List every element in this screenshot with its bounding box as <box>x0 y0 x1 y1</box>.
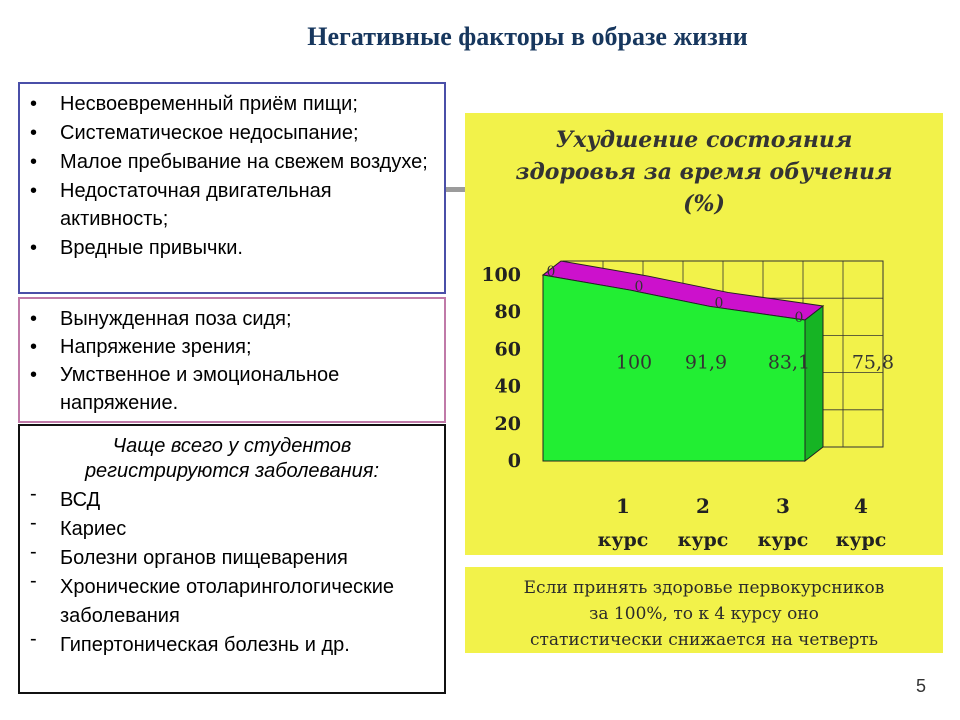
dash-icon: - <box>30 512 37 534</box>
list-item-text: Систематическое недосыпание; <box>60 122 359 144</box>
data-label-top: 0 <box>546 264 556 280</box>
bullet-icon: • <box>30 93 38 115</box>
bullet-icon: • <box>30 151 38 173</box>
bullet-icon: • <box>30 237 38 259</box>
slide-title: Негативные факторы в образе жизни <box>307 22 748 51</box>
list-item <box>20 119 444 147</box>
x-tick-unit: курс <box>677 529 729 551</box>
chart-panel <box>465 113 943 555</box>
list-item <box>20 333 444 361</box>
data-label-top: 0 <box>794 310 804 327</box>
lifestyle-factors-box <box>18 82 446 294</box>
dash-icon: - <box>30 628 37 650</box>
chart-title-line: (%) <box>683 191 725 217</box>
data-label-main: 100 <box>615 351 653 374</box>
decorative-bar <box>444 187 466 192</box>
bullet-icon: • <box>30 180 38 202</box>
x-tick-unit: курс <box>835 529 887 551</box>
x-tick-number: 3 <box>776 494 790 518</box>
list-item-text: Вынужденная поза сидя; <box>60 308 292 330</box>
list-item-text: Умственное и эмоциональное напряжение. <box>60 364 340 414</box>
list-item <box>20 570 444 631</box>
caption-line3: статистически снижается на четверть <box>529 630 879 650</box>
page-number: 5 <box>916 676 927 696</box>
title-area <box>0 0 960 70</box>
diseases-subtitle-line1: Чаще всего у студентов <box>112 435 352 457</box>
caption-line2: за 100%, то к 4 курсу оно <box>589 604 819 624</box>
list-item <box>20 234 444 262</box>
x-tick-number: 2 <box>696 494 710 518</box>
y-tick-label: 80 <box>494 301 521 324</box>
x-tick-number: 1 <box>616 494 630 518</box>
y-tick-label: 20 <box>494 412 521 435</box>
health-chart <box>465 113 943 555</box>
diseases-box <box>18 424 446 694</box>
study-factors-box <box>18 297 446 423</box>
x-tick-unit: курс <box>757 529 809 551</box>
data-label-top: 0 <box>714 295 724 312</box>
list-item-text: Хронические отоларингологические заболевания <box>60 576 394 627</box>
chart-title-line: Ухудшение состояния <box>555 127 853 153</box>
x-axis-ticks <box>598 494 887 551</box>
list-item <box>20 90 444 118</box>
dash-icon: - <box>30 541 37 563</box>
list-item-text: Напряжение зрения; <box>60 336 252 358</box>
y-tick-label: 100 <box>481 264 521 286</box>
list-item-text: Гипертоническая болезнь и др. <box>60 634 350 656</box>
dash-icon: - <box>30 483 37 505</box>
list-item-text: Несвоевременный приём пищи; <box>60 93 358 115</box>
list-item <box>20 512 444 544</box>
y-axis-ticks <box>481 264 521 472</box>
list-item-text: ВСД <box>60 489 101 511</box>
bullet-icon: • <box>30 308 38 330</box>
diseases-subtitle-line2: регистрируются заболевания: <box>84 460 380 482</box>
data-label-main: 91,9 <box>684 351 728 374</box>
x-tick-unit: курс <box>597 529 649 551</box>
list-item <box>20 148 444 176</box>
bullet-icon: • <box>30 122 38 144</box>
list-item <box>20 177 444 233</box>
list-item <box>20 628 444 660</box>
dash-icon: - <box>30 570 37 592</box>
diseases-subtitle <box>20 426 444 484</box>
list-item-text: Малое пребывание на свежем воздухе; <box>60 151 428 173</box>
data-label-main: 83,1 <box>767 351 811 374</box>
y-tick-label: 40 <box>494 375 521 398</box>
chart-title <box>515 127 892 217</box>
data-label-top: 0 <box>634 279 644 296</box>
y-tick-label: 0 <box>507 450 521 472</box>
chart-title-line: здоровья за время обучения <box>515 159 893 185</box>
list-item-text: Недостаточная двигательная активность; <box>60 180 332 230</box>
bullet-icon: • <box>30 336 38 358</box>
list-item-text: Кариес <box>60 518 127 540</box>
list-item <box>20 541 444 573</box>
x-tick-number: 4 <box>854 494 868 518</box>
list-item-text: Вредные привычки. <box>60 237 243 259</box>
area-side-face <box>805 306 823 461</box>
bullet-icon: • <box>30 364 38 386</box>
list-item <box>20 483 444 515</box>
chart-caption <box>465 567 943 653</box>
caption-line1: Если принять здоровье первокурсников <box>523 578 885 598</box>
list-item-text: Болезни органов пищеварения <box>60 547 348 569</box>
y-tick-label: 60 <box>494 338 521 361</box>
data-label-main: 75,8 <box>851 351 895 374</box>
list-item <box>20 305 444 333</box>
list-item <box>20 361 444 417</box>
